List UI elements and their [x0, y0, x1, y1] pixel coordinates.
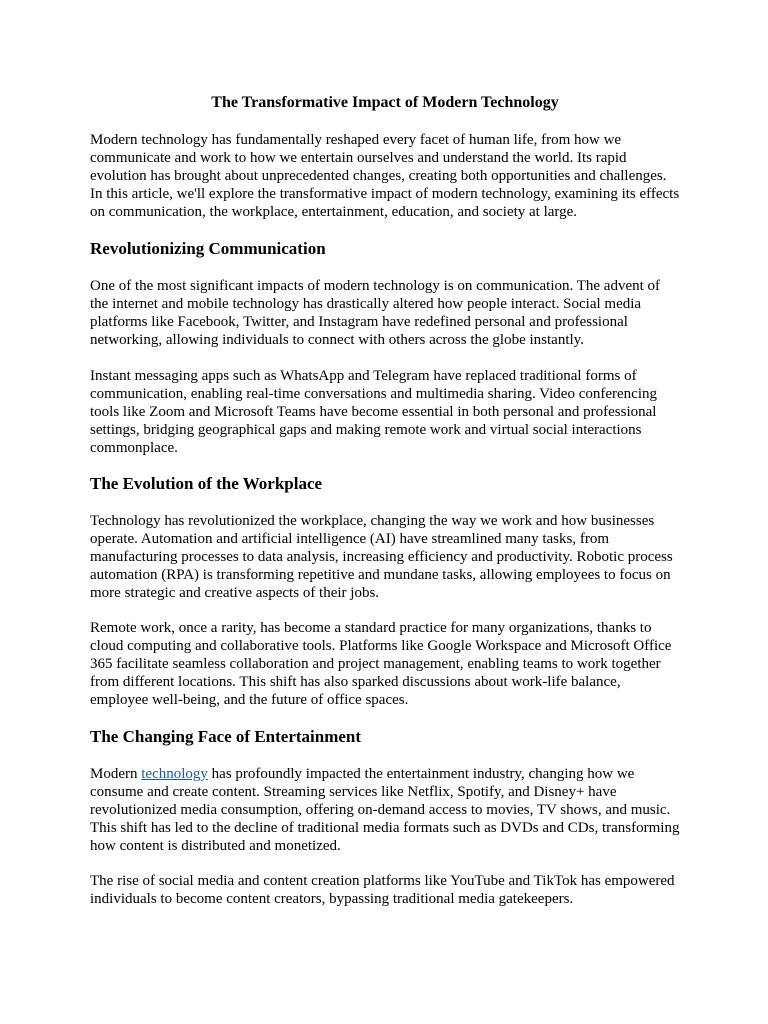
communication-paragraph-2: Instant messaging apps such as WhatsApp and Telegram have replaced traditional forms of communication, enabling real-time conversations and multimedia sharing. Video conferencing tools like Zoom and Microsoft Teams have become essential in both personal and professional settings, bridging geographical gaps and making remote work and virtual social interactions commonplace. — [90, 368, 657, 456]
entertainment-text-after-link: has profoundly impacted the entertainment industry, changing how we consume and create content. Streaming services like Netflix, Spotify, and Disney+ have revolutionized media consumption, offering on-demand access to movies, TV shows, and music. This shift has led to the decline of traditional media formats such as DVDs and CDs, transforming how content is distributed and monetized. — [90, 766, 680, 854]
entertainment-text-before-link: Modern — [90, 766, 142, 782]
intro-paragraph: Modern technology has fundamentally reshaped every facet of human life, from how we communicate and work to how we entertain ourselves and understand the world. Its rapid evolution has brought about unprecedented changes, creating both opportunities and challenges. In this article, we'll explore the transformative impact of modern technology, examining its effects on communication, the workplace, entertainment, education, and society at large. — [90, 132, 680, 220]
technology-link[interactable]: technology — [141, 766, 208, 782]
entertainment-paragraph-2: The rise of social media and content creation platforms like YouTube and TikTok has empowered individuals to become content creators, bypassing traditional media gatekeepers. — [90, 873, 675, 907]
workplace-paragraph-1: Technology has revolutionized the workplace, changing the way we work and how businesses operate. Automation and artificial intelligence (AI) have streamlined many tasks, from manufacturing processes to data analysis, increasing efficiency and productivity. Robotic process automation (RPA) is transforming repetitive and mundane tasks, allowing employees to focus on more strategic and creative aspects of their jobs. — [90, 513, 673, 601]
section-heading-communication: Revolutionizing Communication — [90, 239, 326, 258]
page-title: The Transformative Impact of Modern Technology — [211, 94, 559, 111]
entertainment-paragraph-1 — [90, 765, 680, 855]
workplace-paragraph-2: Remote work, once a rarity, has become a standard practice for many organizations, thanks to cloud computing and collaborative tools. Platforms like Google Workspace and Microsoft Office 365 facilitate seamless collaboration and project management, enabling teams to work together from different locations. This shift has also sparked discussions about work-life balance, employee well-being, and the future of office spaces. — [90, 620, 672, 708]
section-heading-entertainment: The Changing Face of Entertainment — [90, 727, 362, 746]
section-heading-workplace: The Evolution of the Workplace — [90, 474, 323, 493]
communication-paragraph-1: One of the most significant impacts of modern technology is on communication. The advent of the internet and mobile technology has drastically altered how people interact. Social media platforms like Facebook, Twitter, and Instagram have redefined personal and professional networking, allowing individuals to connect with others across the globe instantly. — [90, 278, 661, 348]
